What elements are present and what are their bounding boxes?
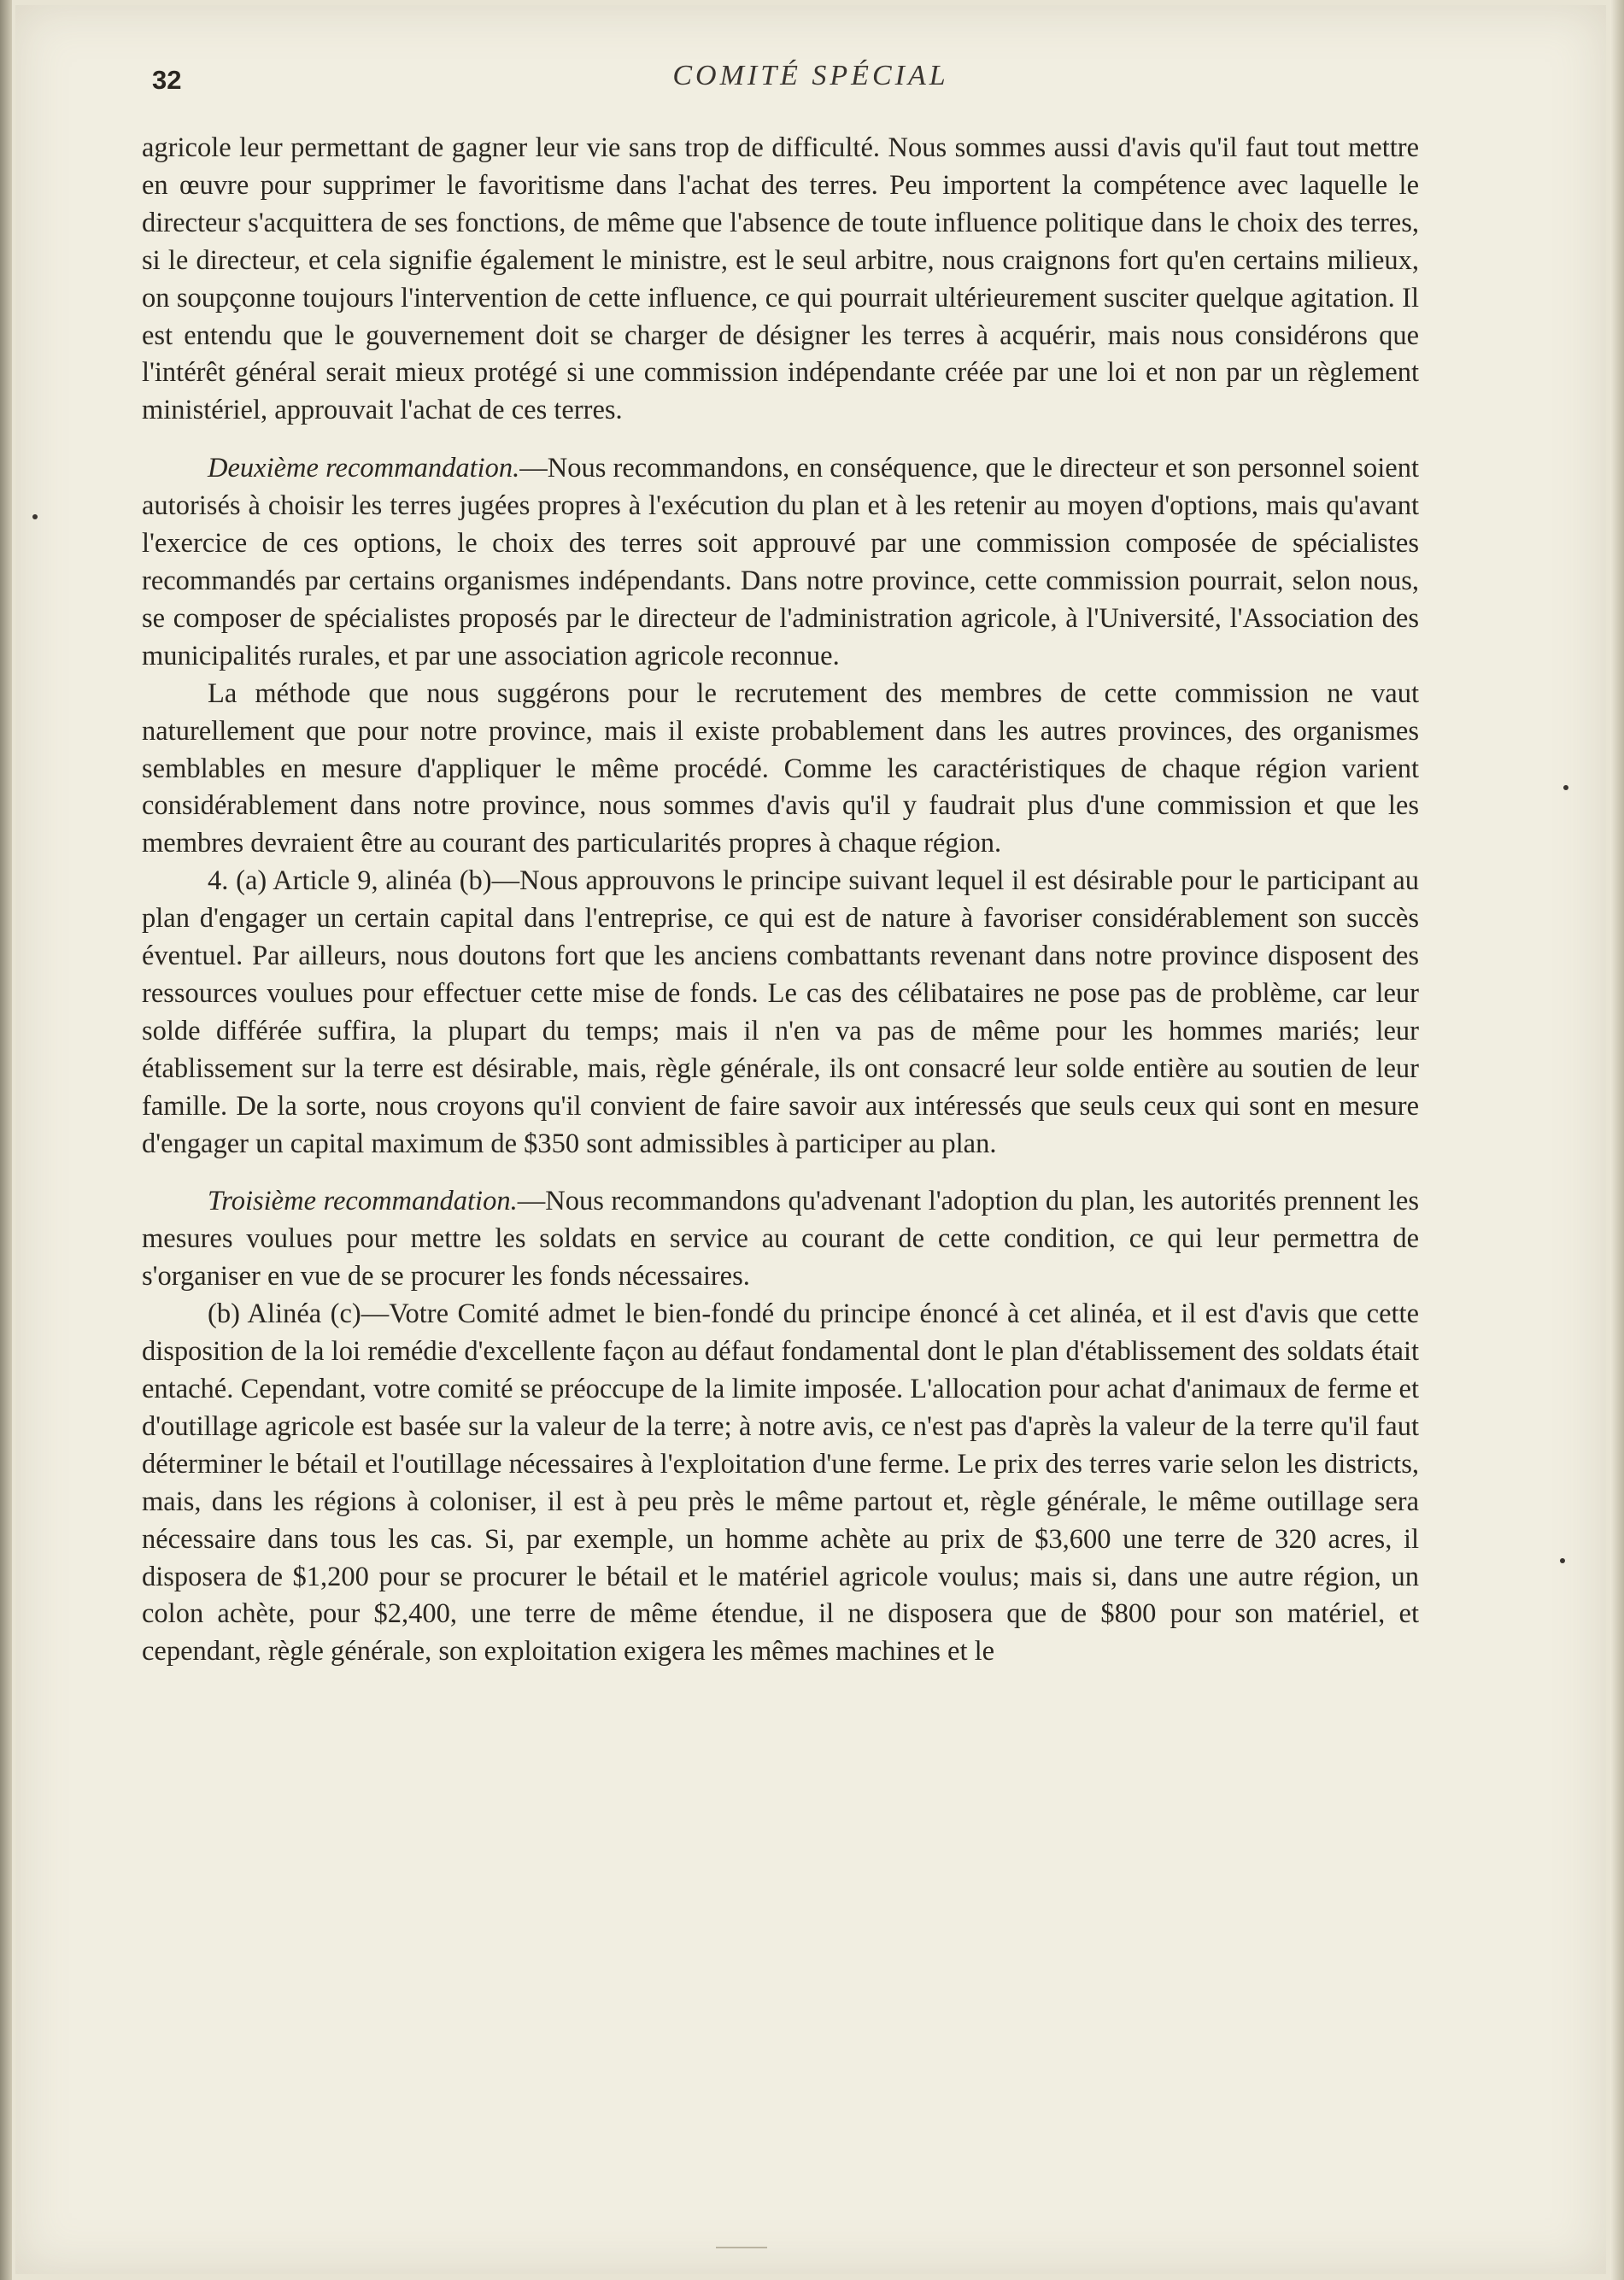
body-text — [142, 130, 1419, 1671]
paragraph-continuation — [142, 130, 1419, 430]
paragraph-text: —Nous recommandons qu'advenant l'adoption du plan, les autorités prennent les mesures voulues pour mettre les soldats en service au courant de cette condition, ce qui leur permettra de s'organiser en vue de se procurer les fonds nécessaires. — [142, 1186, 1419, 1292]
margin-dot — [1563, 785, 1568, 790]
paragraph-methode — [142, 676, 1419, 864]
bottom-rule — [716, 2247, 767, 2248]
paragraph-deuxieme-recommandation — [142, 450, 1419, 675]
running-head: COMITÉ SPÉCIAL — [672, 60, 949, 91]
recommendation-heading: Deuxième recommandation. — [208, 453, 520, 484]
recommendation-heading: Troisième recommandation. — [208, 1186, 518, 1217]
document-page — [15, 5, 1606, 2274]
page-edge-shadow — [1610, 0, 1624, 2280]
book-spine-shadow — [0, 0, 12, 2280]
paragraph-alinea-c — [142, 1296, 1419, 1671]
paragraph-text: agricole leur permettant de gagner leur vie sans trop de difficulté. Nous sommes aussi d'avis qu'il faut tout mettre en œuvre pour supprimer le favoritisme dans l'achat des terres. Peu importent la compétence avec laquelle le directeur s'acquittera de ses fonctions, de même que l'absence de toute influence politique dans le choix des terres, si le directeur, et cela signifie également le ministre, est le seul arbitre, nous craignons fort qu'en certains milieux, on soupçonne toujours l'intervention de cette influence, ce qui pourrait ultérieurement susciter quelque agitation. Il est entendu que le gouvernement doit se charger de désigner les terres à acquérir, mais nous considérons que l'intérêt général serait mieux protégé si une commission indépendante créée par une loi et non par un règlement ministériel, approuvait l'achat de ces terres. — [142, 132, 1419, 426]
paragraph-text: La méthode que nous suggérons pour le recrutement des membres de cette commission ne vaut naturellement que pour notre province, mais il existe probablement dans les autres provinces, des organismes semblables en mesure d'appliquer le même procédé. Comme les caractéristiques de chaque région varient considérablement dans notre province, nous sommes d'avis qu'il y faudrait plus d'une commission et que les membres devraient être au courant des particularités propres à chaque région. — [142, 677, 1419, 859]
margin-dot — [32, 514, 38, 519]
paragraph-text: 4. (a) Article 9, alinéa (b)—Nous approuvons le principe suivant lequel il est désirable pour le participant au plan d'engager un certain capital dans l'entreprise, ce qui est de nature à favoriser considérablement son succès éventuel. Par ailleurs, nous doutons fort que les anciens combattants revenant dans notre province disposent des ressources voulues pour effectuer cette mise de fonds. Le cas des célibataires ne pose pas de problème, car leur solde différée suffira, la plupart du temps; mais il n'en va pas de même pour les hommes mariés; leur établissement sur la terre est désirable, mais, règle générale, ils ont consacré leur solde entière au soutien de leur famille. De la sorte, nous croyons qu'il convient de faire savoir aux intéressés que seuls ceux qui sont en mesure d'engager un capital maximum de $350 sont admissibles à participer au plan. — [142, 865, 1419, 1159]
page-header — [15, 58, 1606, 109]
paragraph-text: —Nous recommandons, en conséquence, que le directeur et son personnel soient autorisés à choisir les terres jugées propres à l'exécution du plan et à les retenir au moyen d'options, mais qu'avant l'exercice de ces options, le choix des terres soit approuvé par une commission composée de spécialistes recommandés par certains organismes indépendants. Dans notre province, cette commission pourrait, selon nous, se composer de spécialistes proposés par le directeur de l'administration agricole, à l'Université, l'Association des municipalités rurales, et par une association agricole reconnue. — [142, 453, 1419, 671]
paragraph-article-9 — [142, 863, 1419, 1163]
paragraph-text: (b) Alinéa (c)—Votre Comité admet le bien-fondé du principe énoncé à cet alinéa, et il est d'avis que cette disposition de la loi remédie d'excellente façon au défaut fondamental dont le plan d'établissement des soldats était entaché. Cependant, votre comité se préoccupe de la limite imposée. L'allocation pour achat d'animaux de ferme et d'outillage agricole est basée sur la valeur de la terre; à notre avis, ce n'est pas d'après la valeur de la terre qu'il faut déterminer le bétail et l'outillage nécessaires à l'exploitation d'une ferme. Le prix des terres varie selon les districts, mais, dans les régions à coloniser, il est à peu près le même partout et, règle générale, le même outillage sera nécessaire dans tous les cas. Si, par exemple, un homme achète au prix de $3,600 une terre de 320 acres, il disposera de $1,200 pour se procurer le bétail et le matériel agricole voulus; mais si, dans une autre région, un colon achète, pour $2,400, une terre de même étendue, il ne disposera que de $800 pour son matériel, et cependant, règle générale, son exploitation exigera les mêmes machines et le — [142, 1298, 1419, 1668]
paragraph-troisieme-recommandation — [142, 1183, 1419, 1296]
margin-dot — [1560, 1558, 1565, 1563]
page-number: 32 — [152, 65, 182, 95]
